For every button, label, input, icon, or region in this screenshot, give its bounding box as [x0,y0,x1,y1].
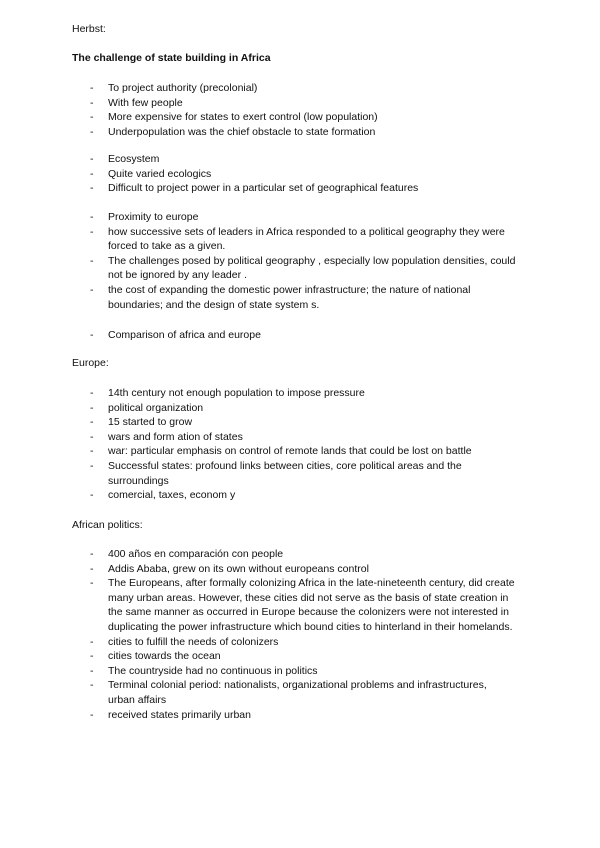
bullet-list-ecosystem [0,152,600,196]
list-item: - With few people [0,96,600,111]
list-item: - the cost of expanding the domestic power infrastructure; the nature of national boundaries; and the design of state system s. [0,283,600,312]
list-item: - The countryside had no continuous in politics [0,664,600,679]
list-item: - political organization [0,401,600,416]
african-politics-heading: African politics: [72,519,143,531]
bullet-list-comparison [0,328,600,343]
list-item: - Successful states: profound links between cities, core political areas and the surroundings [0,459,600,488]
bullet-list-population [0,81,600,139]
list-item: - comercial, taxes, econom y [0,488,600,503]
list-item: - received states primarily urban [0,708,600,723]
list-item: - To project authority (precolonial) [0,81,600,96]
list-item: - Terminal colonial period: nationalists, organizational problems and infrastructures, urban affairs [0,678,600,707]
list-item: - cities towards the ocean [0,649,600,664]
list-item: - Ecosystem [0,152,600,167]
list-item: - cities to fulfill the needs of colonizers [0,635,600,650]
list-item: - wars and form ation of states [0,430,600,445]
list-item: - 15 started to grow [0,415,600,430]
list-item: - Difficult to project power in a particular set of geographical features [0,181,600,196]
europe-heading: Europe: [72,357,109,369]
list-item: - war: particular emphasis on control of remote lands that could be lost on battle [0,444,600,459]
list-item: - 14th century not enough population to impose pressure [0,386,600,401]
list-item: - The challenges posed by political geography , especially low population densities, could not be ignored by any leader . [0,254,600,283]
list-item: - Addis Ababa, grew on its own without europeans control [0,562,600,577]
list-item: - Underpopulation was the chief obstacle to state formation [0,125,600,140]
list-item: - The Europeans, after formally colonizing Africa in the late-nineteenth century, did create many urban areas. However, these cities did not serve as the basis of state creation in the same manner as occurred in Europe because the colonizers were not interested in duplicating the power infrastructure which bound cities to hinterland in their homelands. [0,576,600,634]
bullet-list-geography [0,210,600,312]
bullet-list-african-politics [0,547,600,722]
list-item: - 400 años en comparación con people [0,547,600,562]
list-item: - how successive sets of leaders in Africa responded to a political geography they were forced to take as a given. [0,225,600,254]
list-item: - More expensive for states to exert control (low population) [0,110,600,125]
list-item: - Proximity to europe [0,210,600,225]
list-item: - Quite varied ecologics [0,167,600,182]
document-title: The challenge of state building in Africa [72,52,271,64]
bullet-list-europe [0,386,600,503]
author-header: Herbst: [72,23,106,35]
list-item: - Comparison of africa and europe [0,328,600,343]
